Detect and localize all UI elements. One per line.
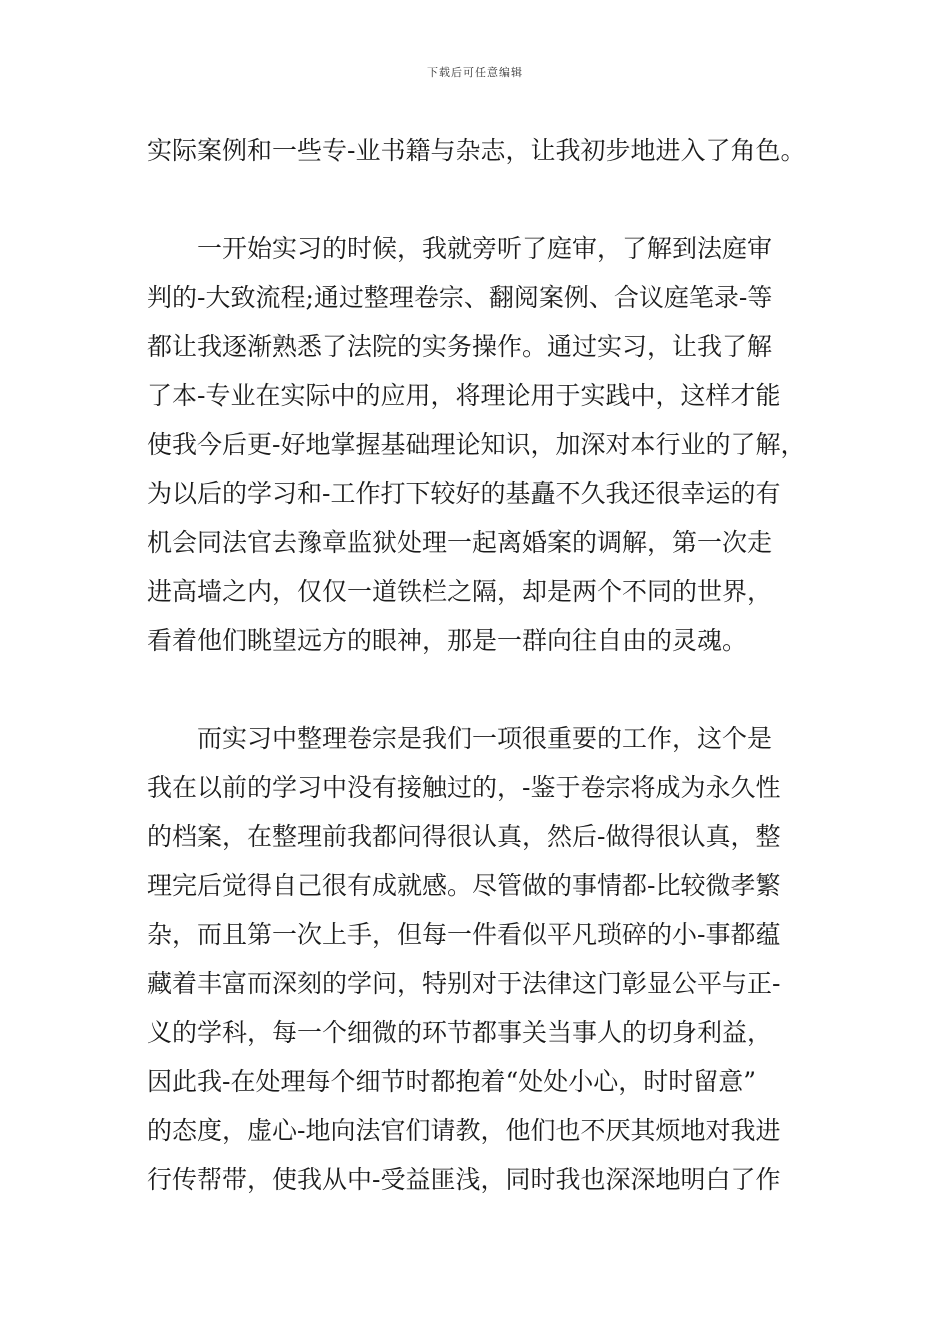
paragraph: [147, 224, 837, 665]
text-line: 的档案，在整理前我都问得很认真，然后-做得很认真，整: [147, 822, 781, 851]
text-line: 实际案例和一些专-业书籍与杂志，让我初步地进入了角色。: [147, 136, 806, 165]
text-line: 的态度，虚心-地向法官们请教，他们也不厌其烦地对我进: [147, 1116, 781, 1145]
paragraph: [147, 714, 837, 1204]
text-line: 义的学科，每一个细微的环节都事关当事人的切身利益，: [147, 1018, 773, 1047]
text-line: 行传帮带，使我从中-受益匪浅，同时我也深深地明白了作: [147, 1165, 781, 1194]
paragraph-gap: [147, 175, 837, 224]
paragraph-gap: [147, 665, 837, 714]
text-line: 都让我逐渐熟悉了法院的实务操作。通过实习，让我了解: [147, 332, 773, 361]
text-line: 理完后觉得自己很有成就感。尽管做的事情都-比较微孝繁: [147, 871, 781, 900]
text-line: 机会同法官去豫章监狱处理一起离婚案的调解，第一次走: [147, 528, 773, 557]
text-line: 使我今后更-好地掌握基础理论知识，加深对本行业的了解，: [147, 430, 806, 459]
text-line: 了本-专业在实际中的应用，将理论用于实践中，这样才能: [147, 381, 781, 410]
document-body: [147, 126, 837, 1204]
text-line: 一开始实习的时候，我就旁听了庭审，了解到法庭审: [197, 234, 773, 263]
text-line: 而实习中整理卷宗是我们一项很重要的工作，这个是: [197, 724, 773, 753]
text-line: 进高墙之内，仅仅一道铁栏之隔，却是两个不同的世界，: [147, 577, 773, 606]
text-line: 我在以前的学习中没有接触过的，-鉴于卷宗将成为永久性: [147, 773, 781, 802]
paragraph: [147, 126, 837, 175]
text-line: 为以后的学习和-工作打下较好的基矗不久我还很幸运的有: [147, 479, 781, 508]
text-line: 看着他们眺望远方的眼神，那是一群向往自由的灵魂。: [147, 626, 748, 655]
page-header: 下载后可任意编辑: [427, 66, 523, 79]
text-line: 判的-大致流程;通过整理卷宗、翻阅案例、合议庭笔录-等: [147, 283, 773, 312]
text-line: 杂，而且第一次上手，但每一件看似平凡琐碎的小-事都蕴: [147, 920, 781, 949]
text-line: 藏着丰富而深刻的学问，特别对于法律这门彰显公平与正-: [147, 969, 781, 998]
text-line: 因此我-在处理每个细节时都抱着“处处小心，时时留意”: [147, 1067, 757, 1096]
